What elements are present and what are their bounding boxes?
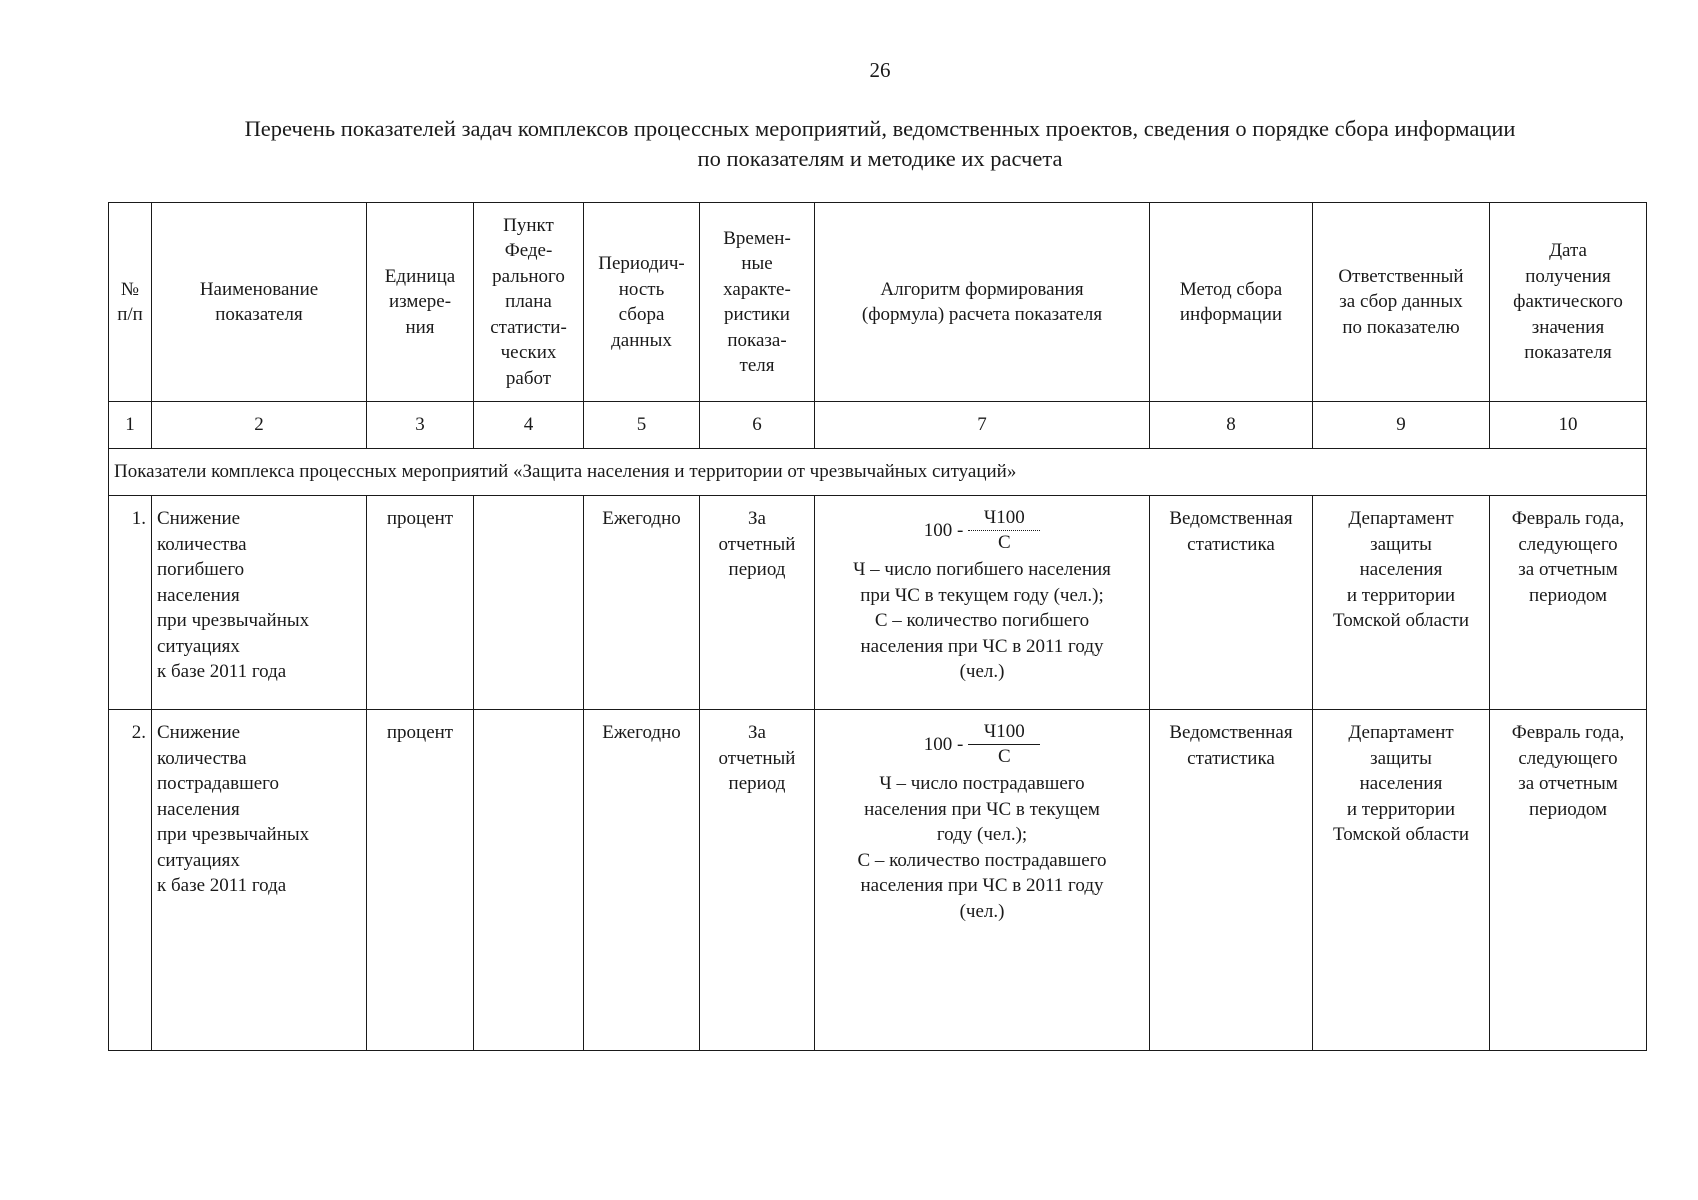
method-cell-line: Ведомственная (1169, 508, 1293, 529)
page-number: 26 (869, 58, 891, 82)
column-number: 5 (584, 402, 700, 449)
header-text-line: Пункт (503, 214, 554, 236)
indicator-name-line: количества (157, 533, 247, 555)
responsible-cell-line: населения (1359, 773, 1443, 794)
periodicity-cell: Ежегодно (584, 496, 700, 710)
header-algorithm (815, 203, 1150, 402)
header-text-line: № (120, 278, 140, 300)
table-row (109, 496, 1647, 710)
formula-description (820, 557, 1144, 685)
formula-description-line: Ч – число погибшего населения (853, 559, 1111, 580)
date-cell-line: следующего (1518, 533, 1618, 555)
date-cell (1490, 496, 1647, 710)
formula-description-line: С – количество пострадавшего (857, 849, 1107, 871)
responsible-cell (1313, 710, 1490, 1051)
indicator-name-line: погибшего (157, 559, 245, 580)
header-text-line: фактического (1513, 291, 1623, 313)
header-text-line: данных (611, 329, 672, 351)
date-cell-line: периодом (1528, 584, 1608, 606)
indicator-name-line: к базе 2011 года (157, 875, 287, 896)
time-characteristics-cell-line: период (728, 773, 786, 794)
formula-description-line: году (чел.); (936, 824, 1028, 845)
responsible-cell-line: и территории (1346, 584, 1456, 606)
date-cell-line: следующего (1518, 747, 1618, 769)
column-number: 9 (1313, 402, 1490, 449)
header-text-line: статисти- (490, 316, 567, 338)
time-characteristics-cell-line: За (748, 508, 766, 529)
header-text-line: ния (405, 316, 435, 338)
header-text-line: теля (739, 355, 775, 376)
date-cell-line: периодом (1528, 798, 1608, 820)
responsible-cell-line: Томской области (1333, 824, 1469, 845)
date-cell-line: Февраль года, (1511, 508, 1625, 529)
column-number: 6 (700, 402, 815, 449)
table-row (109, 710, 1647, 1051)
plan-item-cell (474, 496, 584, 710)
formula-description-line: Ч – число пострадавшего (879, 773, 1085, 794)
header-text-line: значения (1531, 316, 1605, 338)
responsible-cell-line: защиты (1370, 747, 1432, 769)
method-cell-line: Ведомственная (1169, 722, 1293, 743)
periodicity-cell: Ежегодно (584, 710, 700, 1051)
method-cell-line: статистика (1187, 533, 1275, 555)
header-text-line: Единица (384, 265, 456, 287)
header-periodicity (584, 203, 700, 402)
responsible-cell-line: и территории (1346, 798, 1456, 820)
responsible-cell-line: защиты (1370, 533, 1432, 555)
plan-item-cell (474, 710, 584, 1051)
formula-description-line: населения при ЧС в 2011 году (860, 635, 1104, 657)
time-characteristics-cell-line: отчетный (718, 533, 796, 555)
header-text-line: информации (1179, 304, 1283, 325)
responsible-cell-line: населения (1359, 559, 1443, 580)
formula-fraction (968, 720, 1040, 769)
header-text-line: плана (505, 291, 552, 313)
indicator-name-line: ситуациях (157, 849, 240, 871)
header-text-line: ность (618, 278, 665, 300)
indicator-name (152, 710, 367, 1051)
formula (820, 506, 1144, 555)
header-plan-item (474, 203, 584, 402)
header-text-line: работ (505, 367, 552, 389)
header-text-line: Алгоритм формирования (880, 278, 1084, 300)
indicator-name-line: населения (157, 584, 240, 606)
method-cell-line: статистика (1187, 747, 1275, 769)
formula-lead: 100 - (923, 519, 964, 541)
column-number: 1 (109, 402, 152, 449)
header-text-line: ные (741, 253, 773, 274)
header-text-line: измере- (388, 291, 452, 313)
header-row (109, 203, 1647, 402)
formula-numerator: Ч100 (983, 721, 1025, 742)
row-index: 1. (109, 496, 152, 710)
header-text-line: за сбор данных (1339, 291, 1463, 313)
formula-cell (815, 710, 1150, 1051)
header-text-line: получения (1525, 265, 1611, 287)
formula-fraction (968, 506, 1040, 555)
time-characteristics-cell (700, 710, 815, 1051)
formula-description-line: населения при ЧС в текущем (864, 798, 1100, 820)
time-characteristics-cell-line: За (748, 722, 766, 743)
header-text-line: Метод сбора (1179, 278, 1283, 300)
unit-cell: процент (367, 496, 474, 710)
date-cell-line: за отчетным (1518, 773, 1618, 794)
document-title (100, 114, 1660, 174)
date-cell-line: Февраль года, (1511, 722, 1625, 743)
time-characteristics-cell-line: период (728, 559, 786, 580)
section-row (109, 449, 1647, 496)
method-cell (1150, 496, 1313, 710)
unit-cell: процент (367, 710, 474, 1051)
formula-description-line: (чел.) (959, 900, 1005, 922)
formula-numerator: Ч100 (983, 507, 1025, 528)
header-text-line: Наименование (199, 278, 319, 300)
indicator-name-line: ситуациях (157, 635, 240, 657)
time-characteristics-cell (700, 496, 815, 710)
header-time-characteristics (700, 203, 815, 402)
responsible-cell-line: Департамент (1348, 508, 1454, 529)
header-text-line: рального (492, 265, 565, 287)
responsible-cell-line: Департамент (1348, 722, 1454, 743)
column-number-row (109, 402, 1647, 449)
header-responsible (1313, 203, 1490, 402)
indicator-name-line: пострадавшего (157, 773, 279, 794)
header-text-line: показа- (727, 329, 787, 351)
column-number: 10 (1490, 402, 1647, 449)
column-number: 3 (367, 402, 474, 449)
responsible-cell-line: Томской области (1333, 610, 1469, 631)
header-text-line: Времен- (723, 227, 791, 249)
header-text-line: по показателю (1342, 316, 1460, 338)
row-index: 2. (109, 710, 152, 1051)
column-number: 2 (152, 402, 367, 449)
date-cell-line: за отчетным (1518, 559, 1618, 580)
indicator-name-line: Снижение (157, 722, 241, 743)
header-text-line: сбора (618, 304, 665, 325)
column-number: 4 (474, 402, 584, 449)
header-text-line: ческих (500, 342, 557, 364)
indicator-name-line: количества (157, 747, 247, 769)
formula-description-line: (чел.) (959, 661, 1005, 682)
formula-lead: 100 - (923, 733, 964, 755)
header-text-line: Феде- (504, 240, 553, 262)
header-text-line: Периодич- (598, 253, 685, 274)
title-line-2: по показателям и методике их расчета (697, 146, 1063, 171)
header-text-line: (формула) расчета показателя (861, 304, 1103, 325)
formula-description-line: населения при ЧС в 2011 году (860, 875, 1104, 896)
header-method (1150, 203, 1313, 402)
method-cell (1150, 710, 1313, 1051)
indicators-table (108, 202, 1647, 1051)
formula-description-line: при ЧС в текущем году (чел.); (860, 584, 1104, 606)
formula-description-line: С – количество погибшего (874, 610, 1090, 631)
formula-denominator: С (997, 746, 1011, 767)
indicator-name-line: населения (157, 798, 240, 820)
header-name (152, 203, 367, 402)
header-text-line: п/п (117, 304, 143, 325)
formula (820, 720, 1144, 769)
header-text-line: Дата (1549, 240, 1587, 262)
header-text-line: показателя (1524, 342, 1612, 364)
section-title: Показатели комплекса процессных мероприятий «Защита населения и территории от чрезвычайных ситуаций» (109, 449, 1647, 496)
indicator-name-line: к базе 2011 года (157, 661, 287, 682)
header-unit (367, 203, 474, 402)
header-text-line: ристики (724, 304, 790, 325)
header-text-line: характе- (723, 278, 791, 300)
header-text-line: Ответственный (1338, 265, 1464, 287)
indicator-name-line: при чрезвычайных (157, 610, 310, 631)
header-number (109, 203, 152, 402)
formula-cell (815, 496, 1150, 710)
column-number: 8 (1150, 402, 1313, 449)
time-characteristics-cell-line: отчетный (718, 747, 796, 769)
formula-denominator: С (997, 532, 1011, 553)
column-number: 7 (815, 402, 1150, 449)
title-line-1: Перечень показателей задач комплексов процессных мероприятий, ведомственных проектов, сведения о порядке сбора информации (244, 116, 1516, 141)
header-text-line: показателя (215, 304, 303, 325)
header-date (1490, 203, 1647, 402)
indicator-name-line: Снижение (157, 508, 241, 529)
responsible-cell (1313, 496, 1490, 710)
indicator-name-line: при чрезвычайных (157, 824, 310, 845)
formula-description (820, 771, 1144, 924)
date-cell (1490, 710, 1647, 1051)
indicator-name (152, 496, 367, 710)
